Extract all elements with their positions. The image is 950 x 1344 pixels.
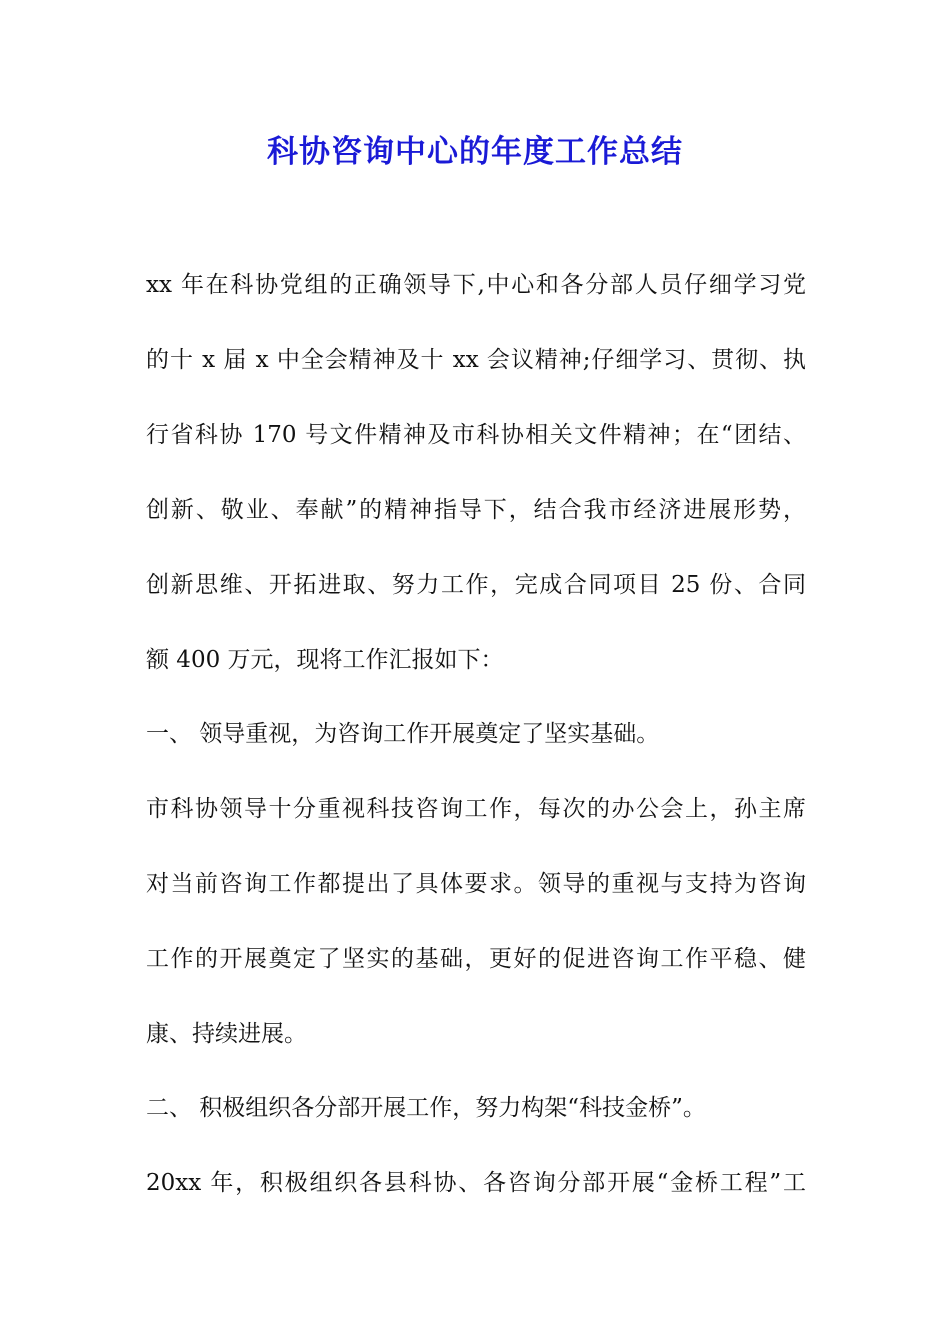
paragraph-line: 市科协领导十分重视科技咨询工作，每次的办公会上，孙主席 <box>146 796 806 822</box>
paragraph-line: 对当前咨询工作都提出了具体要求。领导的重视与支持为咨询 <box>146 871 806 897</box>
section-heading-2: 二、 积极组织各分部开展工作，努力构架“科技金桥”。 <box>146 1095 706 1121</box>
section-heading-1: 一、 领导重视，为咨询工作开展奠定了坚实基础。 <box>146 721 660 747</box>
paragraph-line: 20xx 年，积极组织各县科协、各咨询分部开展“金桥工程”工 <box>146 1170 806 1196</box>
paragraph-line: 行省科协 170 号文件精神及市科协相关文件精神；在“团结、 <box>146 422 806 448</box>
paragraph-line: 的十 x 届 x 中全会精神及十 xx 会议精神;仔细学习、贯彻、执 <box>146 347 806 373</box>
paragraph-line: xx 年在科协党组的正确领导下,中心和各分部人员仔细学习党 <box>146 272 806 298</box>
paragraph-line: 工作的开展奠定了坚实的基础，更好的促进咨询工作平稳、健 <box>146 946 806 972</box>
paragraph-line: 康、持续进展。 <box>146 1021 307 1047</box>
paragraph-line: 创新思维、开拓进取、努力工作，完成合同项目 25 份、合同 <box>146 572 806 598</box>
paragraph-line: 创新、敬业、奉献”的精神指导下，结合我市经济进展形势， <box>146 497 806 523</box>
document-title: 科协咨询中心的年度工作总结 <box>267 134 683 170</box>
paragraph-line: 额 400 万元，现将工作汇报如下： <box>146 647 504 673</box>
